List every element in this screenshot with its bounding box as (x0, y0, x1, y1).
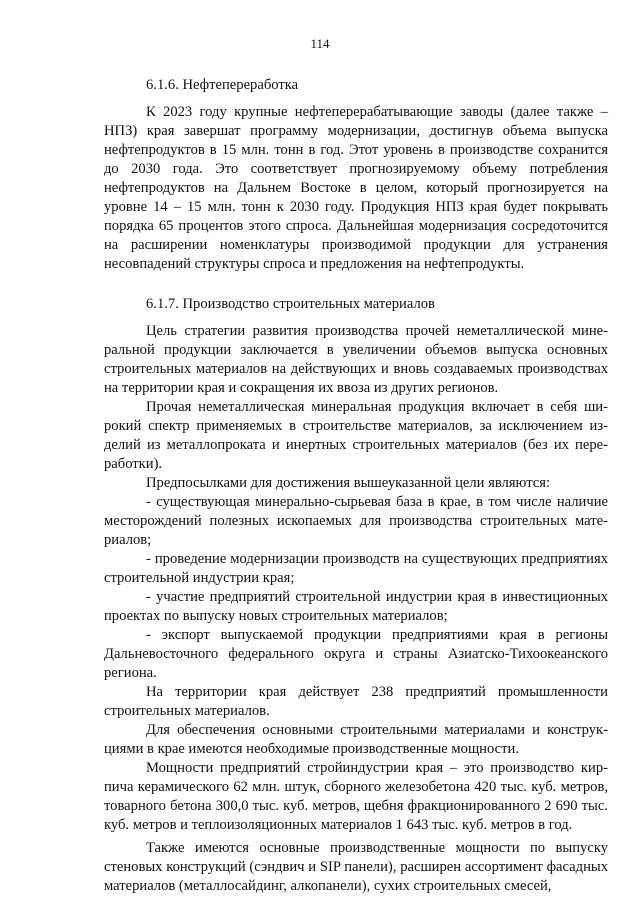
section-heading-oil-refining: 6.1.6. Нефтепереработка (146, 77, 299, 93)
list-item: - участие предприятий строительной индустрии края в инвестиционных проектах по выпуску новых строительных материалов; (104, 589, 608, 624)
paragraph: Цель стратегии развития производства прочей неметаллической минеральной продукции заключается в увеличении объемов выпуска основных строительных материалов на действующих и вновь создаваемых производствах на территории края и сокращения их ввоза из других регионов. (104, 323, 608, 396)
paragraph: Для обеспечения основными строительными материалами и конструкциями в крае имеются необходимые производственные мощности. (104, 722, 608, 757)
list-item: - существующая минерально-сырьевая база в крае, в том числе наличие месторождений полезных ископаемых для производства строительных материалов; (104, 494, 608, 548)
list-item: - экспорт выпускаемой продукции предприятиями края в регионы Дальневосточного федерального округа и страны Азиатско-Тихоокеанского региона. (104, 627, 608, 681)
section-heading-building-materials: 6.1.7. Производство строительных материалов (146, 296, 435, 312)
paragraph: Мощности предприятий стройиндустрии края – это производство кирпича керамического 62 млн. штук, сборного железобетона 420 тыс. куб. метров, товарного бетона 300,0 тыс. куб. метров, щебня фракционированного 2 690 тыс. куб. метров и теплоизоляционных материалов 1 643 тыс. куб. метров в год. (104, 760, 608, 833)
document-body (104, 76, 608, 896)
paragraph: К 2023 году крупные нефтеперерабатывающие заводы (далее также – НПЗ) края завершат программу модернизации, достигнув объема выпуска нефтепродуктов в 15 млн. тонн в год. Этот уровень в производстве сохранится до 2030 года. Это соответствует прогнозируемому объему потребления нефтепродуктов на Дальнем Востоке в целом, который прогнозируется на уровне 14 – 15 млн. тонн к 2030 году. Продукция НПЗ края будет покрывать порядка 65 процентов этого спроса. Дальнейшая модернизация сосредоточится на расширении номенклатуры производимой продукции для устранения несовпадений структуры спроса и предложения на нефтепродукты. (104, 104, 608, 272)
paragraph: Прочая неметаллическая минеральная продукция включает в себя широкий спектр применяемых в строительстве материалов, за исключением изделий из металлопроката и инертных строительных материалов (без их переработки). (104, 399, 608, 472)
list-item: - проведение модернизации производств на существующих предприятиях строительной индустрии края; (104, 551, 608, 586)
paragraph: Предпосылками для достижения вышеуказанной цели являются: (146, 475, 551, 491)
paragraph: На территории края действует 238 предприятий промышленности строительных материалов. (104, 684, 608, 719)
page-number: 114 (310, 36, 330, 51)
paragraph: Также имеются основные производственные мощности по выпуску стеновых конструкций (сэндвич и SIP панели), расширен ассортимент фасадных материалов (металлосайдинг, алкопанели), сухих строительных смесей, (104, 840, 608, 894)
